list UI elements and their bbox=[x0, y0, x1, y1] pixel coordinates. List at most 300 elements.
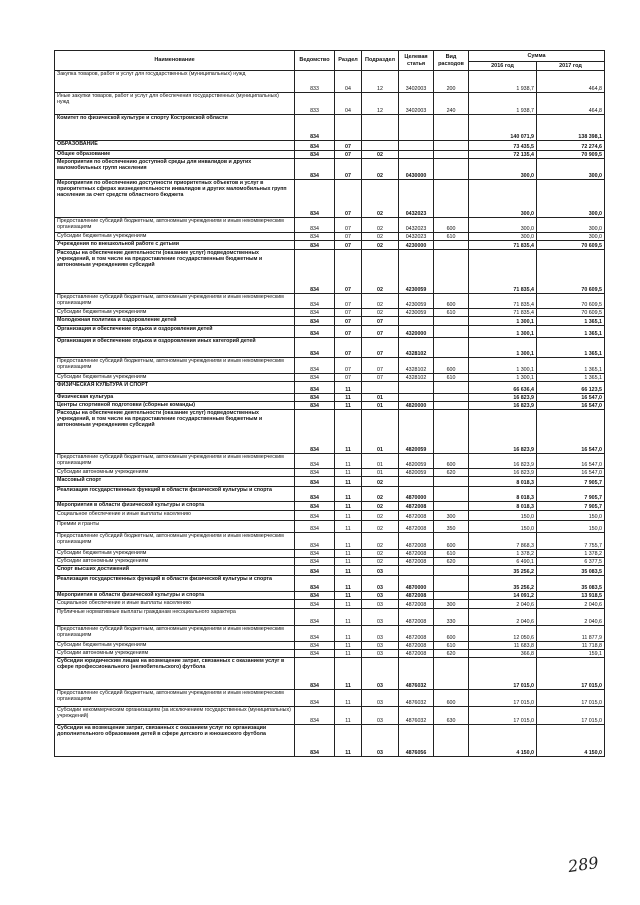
row-razdel: 07 bbox=[335, 338, 362, 358]
row-razdel: 07 bbox=[335, 241, 362, 250]
row-podrazdel: 03 bbox=[362, 690, 399, 707]
row-expense-type bbox=[434, 576, 469, 592]
page-number: 289 bbox=[566, 852, 600, 877]
row-vedomstvo: 834 bbox=[295, 394, 335, 402]
row-expense-type: 610 bbox=[434, 374, 469, 382]
row-sum-2016: 73 435,5 bbox=[469, 141, 537, 151]
row-name: Предоставление субсидий бюджетным, автономным учреждениям и иным некоммерческим организациям bbox=[55, 294, 295, 309]
row-expense-type bbox=[434, 317, 469, 326]
row-podrazdel: 03 bbox=[362, 609, 399, 626]
table-body bbox=[55, 71, 605, 757]
row-target-article: 4872008 bbox=[399, 626, 434, 642]
table-row bbox=[55, 71, 605, 93]
row-razdel: 11 bbox=[335, 707, 362, 725]
row-expense-type: 620 bbox=[434, 469, 469, 477]
row-name: Субсидии автономным учреждениям bbox=[55, 650, 295, 658]
row-vedomstvo: 834 bbox=[295, 533, 335, 550]
row-podrazdel: 02 bbox=[362, 294, 399, 309]
row-expense-type: 630 bbox=[434, 707, 469, 725]
row-podrazdel: 01 bbox=[362, 394, 399, 402]
row-razdel: 07 bbox=[335, 326, 362, 338]
row-vedomstvo: 834 bbox=[295, 233, 335, 241]
row-target-article bbox=[399, 566, 434, 576]
row-target-article bbox=[399, 394, 434, 402]
row-vedomstvo: 834 bbox=[295, 241, 335, 250]
row-name: Иные закупки товаров, работ и услуг для обеспечения государственных (муниципальных) нужд bbox=[55, 93, 295, 115]
row-podrazdel: 03 bbox=[362, 658, 399, 690]
row-sum-2017: 300,0 bbox=[537, 180, 605, 218]
row-expense-type: 620 bbox=[434, 650, 469, 658]
row-razdel: 07 bbox=[335, 151, 362, 159]
table-row bbox=[55, 250, 605, 294]
table-row bbox=[55, 725, 605, 757]
table-row bbox=[55, 410, 605, 454]
row-razdel: 11 bbox=[335, 521, 362, 533]
row-vedomstvo: 834 bbox=[295, 642, 335, 650]
table-row bbox=[55, 454, 605, 469]
row-name: Центры спортивной подготовки (сборные команды) bbox=[55, 402, 295, 410]
row-sum-2016: 1 300,1 bbox=[469, 326, 537, 338]
row-sum-2016: 16 823,9 bbox=[469, 469, 537, 477]
row-sum-2016: 150,0 bbox=[469, 521, 537, 533]
row-sum-2016: 300,0 bbox=[469, 233, 537, 241]
row-target-article: 4328102 bbox=[399, 374, 434, 382]
row-name: Субсидии бюджетным учреждениям bbox=[55, 309, 295, 317]
row-sum-2016: 17 015,0 bbox=[469, 658, 537, 690]
row-razdel: 11 bbox=[335, 609, 362, 626]
row-target-article: 4328102 bbox=[399, 358, 434, 374]
table-row bbox=[55, 218, 605, 233]
row-vedomstvo: 833 bbox=[295, 71, 335, 93]
row-podrazdel: 03 bbox=[362, 600, 399, 609]
row-sum-2017: 300,0 bbox=[537, 159, 605, 180]
row-expense-type: 600 bbox=[434, 626, 469, 642]
row-sum-2017: 16 547,0 bbox=[537, 402, 605, 410]
row-vedomstvo: 834 bbox=[295, 600, 335, 609]
row-sum-2017: 72 274,6 bbox=[537, 141, 605, 151]
table-row bbox=[55, 394, 605, 402]
row-podrazdel: 02 bbox=[362, 309, 399, 317]
row-target-article bbox=[399, 115, 434, 141]
row-expense-type bbox=[434, 151, 469, 159]
row-name: Предоставление субсидий бюджетным, автономным учреждениям и иным некоммерческим организациям bbox=[55, 626, 295, 642]
row-expense-type bbox=[434, 658, 469, 690]
row-name: Организация и обеспечение отдыха и оздоровления иных категорий детей bbox=[55, 338, 295, 358]
row-target-article: 4872008 bbox=[399, 533, 434, 550]
row-sum-2017: 35 083,5 bbox=[537, 566, 605, 576]
row-expense-type: 620 bbox=[434, 558, 469, 566]
row-sum-2017: 1 365,1 bbox=[537, 326, 605, 338]
row-vedomstvo: 834 bbox=[295, 626, 335, 642]
row-sum-2017: 16 547,0 bbox=[537, 469, 605, 477]
row-sum-2016: 17 015,0 bbox=[469, 690, 537, 707]
row-vedomstvo: 834 bbox=[295, 566, 335, 576]
row-sum-2016: 71 835,4 bbox=[469, 309, 537, 317]
row-podrazdel: 02 bbox=[362, 250, 399, 294]
table-row bbox=[55, 609, 605, 626]
row-podrazdel: 03 bbox=[362, 626, 399, 642]
row-expense-type bbox=[434, 410, 469, 454]
row-vedomstvo: 834 bbox=[295, 141, 335, 151]
row-vedomstvo: 834 bbox=[295, 115, 335, 141]
row-target-article: 4872008 bbox=[399, 592, 434, 600]
row-expense-type: 600 bbox=[434, 218, 469, 233]
row-razdel: 04 bbox=[335, 71, 362, 93]
row-sum-2016: 71 835,4 bbox=[469, 250, 537, 294]
row-podrazdel: 02 bbox=[362, 502, 399, 511]
row-target-article bbox=[399, 317, 434, 326]
row-expense-type: 300 bbox=[434, 600, 469, 609]
row-vedomstvo: 833 bbox=[295, 93, 335, 115]
row-name: Предоставление субсидий бюджетным, автономным учреждениям и иным некоммерческим организациям bbox=[55, 218, 295, 233]
row-sum-2017: 300,0 bbox=[537, 233, 605, 241]
header-year-2017: 2017 год bbox=[537, 62, 605, 71]
row-sum-2017: 35 083,5 bbox=[537, 576, 605, 592]
row-sum-2017: 2 040,6 bbox=[537, 600, 605, 609]
row-name: ФИЗИЧЕСКАЯ КУЛЬТУРА И СПОРТ bbox=[55, 382, 295, 394]
row-sum-2016: 140 071,9 bbox=[469, 115, 537, 141]
row-target-article bbox=[399, 382, 434, 394]
row-expense-type bbox=[434, 477, 469, 487]
row-vedomstvo: 834 bbox=[295, 410, 335, 454]
row-razdel: 11 bbox=[335, 402, 362, 410]
row-razdel: 07 bbox=[335, 309, 362, 317]
row-target-article: 0432023 bbox=[399, 180, 434, 218]
row-razdel: 11 bbox=[335, 382, 362, 394]
row-vedomstvo: 834 bbox=[295, 609, 335, 626]
row-name: Субсидии бюджетным учреждениям bbox=[55, 642, 295, 650]
row-target-article: 4872008 bbox=[399, 521, 434, 533]
row-target-article: 4872008 bbox=[399, 502, 434, 511]
table-row bbox=[55, 626, 605, 642]
table-row bbox=[55, 241, 605, 250]
row-razdel bbox=[335, 115, 362, 141]
row-podrazdel: 02 bbox=[362, 558, 399, 566]
row-podrazdel: 07 bbox=[362, 317, 399, 326]
row-target-article: 0430000 bbox=[399, 159, 434, 180]
row-sum-2016: 366,8 bbox=[469, 650, 537, 658]
row-podrazdel: 02 bbox=[362, 159, 399, 180]
row-razdel: 11 bbox=[335, 658, 362, 690]
row-sum-2017: 17 015,0 bbox=[537, 658, 605, 690]
row-sum-2017: 159,1 bbox=[537, 650, 605, 658]
row-podrazdel: 03 bbox=[362, 642, 399, 650]
header-target-article: Целевая статья bbox=[399, 51, 434, 71]
row-expense-type bbox=[434, 141, 469, 151]
row-sum-2016: 16 823,9 bbox=[469, 454, 537, 469]
row-expense-type: 600 bbox=[434, 533, 469, 550]
row-vedomstvo: 834 bbox=[295, 338, 335, 358]
row-sum-2016: 14 091,2 bbox=[469, 592, 537, 600]
row-sum-2017: 1 378,2 bbox=[537, 550, 605, 558]
row-vedomstvo: 834 bbox=[295, 402, 335, 410]
row-expense-type: 600 bbox=[434, 454, 469, 469]
row-name: Социальное обеспечение и иные выплаты населению bbox=[55, 600, 295, 609]
row-podrazdel: 03 bbox=[362, 707, 399, 725]
row-sum-2017: 4 150,0 bbox=[537, 725, 605, 757]
table-row bbox=[55, 358, 605, 374]
row-razdel: 11 bbox=[335, 410, 362, 454]
row-name: ОБРАЗОВАНИЕ bbox=[55, 141, 295, 151]
row-sum-2016: 16 823,9 bbox=[469, 402, 537, 410]
row-target-article: 4870000 bbox=[399, 487, 434, 502]
table-row bbox=[55, 576, 605, 592]
row-expense-type: 200 bbox=[434, 71, 469, 93]
row-name: Предоставление субсидий бюджетным, автономным учреждениям и иным некоммерческим организациям bbox=[55, 454, 295, 469]
row-razdel: 11 bbox=[335, 592, 362, 600]
row-sum-2017: 11 877,9 bbox=[537, 626, 605, 642]
row-expense-type bbox=[434, 338, 469, 358]
row-expense-type bbox=[434, 725, 469, 757]
row-vedomstvo: 834 bbox=[295, 592, 335, 600]
row-sum-2016: 66 636,4 bbox=[469, 382, 537, 394]
row-expense-type bbox=[434, 402, 469, 410]
row-razdel: 11 bbox=[335, 566, 362, 576]
row-vedomstvo: 834 bbox=[295, 159, 335, 180]
row-podrazdel: 03 bbox=[362, 650, 399, 658]
row-target-article: 4876032 bbox=[399, 707, 434, 725]
row-razdel: 11 bbox=[335, 487, 362, 502]
row-vedomstvo: 834 bbox=[295, 707, 335, 725]
row-podrazdel: 01 bbox=[362, 402, 399, 410]
row-sum-2016: 2 040,6 bbox=[469, 609, 537, 626]
row-name: Закупка товаров, работ и услуг для государственных (муниципальных) нужд bbox=[55, 71, 295, 93]
header-year-2016: 2016 год bbox=[469, 62, 537, 71]
row-podrazdel: 02 bbox=[362, 180, 399, 218]
row-vedomstvo: 834 bbox=[295, 725, 335, 757]
row-target-article: 4320000 bbox=[399, 326, 434, 338]
table-row bbox=[55, 382, 605, 394]
row-expense-type bbox=[434, 487, 469, 502]
row-sum-2017: 16 547,0 bbox=[537, 410, 605, 454]
row-expense-type bbox=[434, 382, 469, 394]
row-podrazdel: 02 bbox=[362, 550, 399, 558]
row-sum-2016: 6 490,1 bbox=[469, 558, 537, 566]
row-sum-2017: 1 365,1 bbox=[537, 358, 605, 374]
row-vedomstvo: 834 bbox=[295, 576, 335, 592]
row-expense-type: 600 bbox=[434, 294, 469, 309]
header-expense-type: Вид расходов bbox=[434, 51, 469, 71]
row-expense-type: 600 bbox=[434, 358, 469, 374]
row-target-article: 4872008 bbox=[399, 600, 434, 609]
table-row bbox=[55, 317, 605, 326]
row-target-article: 4820000 bbox=[399, 402, 434, 410]
row-razdel: 07 bbox=[335, 317, 362, 326]
row-podrazdel: 02 bbox=[362, 487, 399, 502]
row-sum-2017: 300,0 bbox=[537, 218, 605, 233]
row-target-article: 0432023 bbox=[399, 218, 434, 233]
table-row bbox=[55, 159, 605, 180]
row-razdel: 07 bbox=[335, 218, 362, 233]
row-expense-type: 300 bbox=[434, 511, 469, 521]
row-name: Расходы на обеспечение деятельности (оказание услуг) подведомственных учреждений, в том числе на предоставление государственным бюджетным и автономным учреждениям субсидий bbox=[55, 410, 295, 454]
row-razdel: 11 bbox=[335, 454, 362, 469]
row-podrazdel bbox=[362, 141, 399, 151]
row-razdel: 07 bbox=[335, 250, 362, 294]
row-sum-2017: 66 123,5 bbox=[537, 382, 605, 394]
row-razdel: 11 bbox=[335, 650, 362, 658]
row-sum-2017: 464,8 bbox=[537, 93, 605, 115]
row-target-article: 3402003 bbox=[399, 71, 434, 93]
row-name: Мероприятия в области физической культуры и спорта bbox=[55, 502, 295, 511]
table-row bbox=[55, 233, 605, 241]
table-row bbox=[55, 707, 605, 725]
row-sum-2017: 17 015,0 bbox=[537, 707, 605, 725]
row-name: Массовый спорт bbox=[55, 477, 295, 487]
row-podrazdel: 03 bbox=[362, 576, 399, 592]
row-podrazdel: 07 bbox=[362, 358, 399, 374]
table-row bbox=[55, 487, 605, 502]
row-sum-2017: 7 905,7 bbox=[537, 477, 605, 487]
row-sum-2016: 35 256,2 bbox=[469, 566, 537, 576]
row-vedomstvo: 834 bbox=[295, 658, 335, 690]
row-expense-type bbox=[434, 115, 469, 141]
row-vedomstvo: 834 bbox=[295, 309, 335, 317]
row-sum-2016: 8 018,3 bbox=[469, 487, 537, 502]
row-razdel: 11 bbox=[335, 469, 362, 477]
row-name: Комитет по физической культуре и спорту Костромской области bbox=[55, 115, 295, 141]
row-target-article: 4230000 bbox=[399, 241, 434, 250]
row-podrazdel: 07 bbox=[362, 338, 399, 358]
row-target-article: 4230059 bbox=[399, 250, 434, 294]
row-expense-type: 610 bbox=[434, 550, 469, 558]
table-row bbox=[55, 151, 605, 159]
row-sum-2016: 1 300,1 bbox=[469, 338, 537, 358]
row-sum-2017: 2 040,6 bbox=[537, 609, 605, 626]
row-sum-2016: 1 300,1 bbox=[469, 317, 537, 326]
row-target-article: 4820059 bbox=[399, 410, 434, 454]
row-target-article: 4230059 bbox=[399, 309, 434, 317]
row-name: Реализация государственных функций в области физической культуры и спорта bbox=[55, 487, 295, 502]
row-vedomstvo: 834 bbox=[295, 511, 335, 521]
row-sum-2016: 11 683,8 bbox=[469, 642, 537, 650]
row-name: Субсидии некоммерческим организациям (за исключением государственных (муниципальных) учреждений) bbox=[55, 707, 295, 725]
row-podrazdel: 02 bbox=[362, 533, 399, 550]
row-sum-2016: 8 018,3 bbox=[469, 477, 537, 487]
row-expense-type bbox=[434, 250, 469, 294]
row-podrazdel: 03 bbox=[362, 566, 399, 576]
row-target-article bbox=[399, 151, 434, 159]
row-expense-type: 610 bbox=[434, 642, 469, 650]
row-podrazdel bbox=[362, 382, 399, 394]
row-sum-2017: 138 398,1 bbox=[537, 115, 605, 141]
row-sum-2017: 70 909,5 bbox=[537, 151, 605, 159]
row-podrazdel: 03 bbox=[362, 592, 399, 600]
row-sum-2017: 11 718,8 bbox=[537, 642, 605, 650]
row-vedomstvo: 834 bbox=[295, 690, 335, 707]
header-razdel: Раздел bbox=[335, 51, 362, 71]
row-vedomstvo: 834 bbox=[295, 469, 335, 477]
row-razdel: 11 bbox=[335, 626, 362, 642]
row-podrazdel: 02 bbox=[362, 477, 399, 487]
row-podrazdel: 02 bbox=[362, 241, 399, 250]
row-name: Мероприятия в области физической культуры и спорта bbox=[55, 592, 295, 600]
table-row bbox=[55, 477, 605, 487]
row-sum-2016: 71 835,4 bbox=[469, 241, 537, 250]
row-vedomstvo: 834 bbox=[295, 317, 335, 326]
row-name: Мероприятия по обеспечению доступной среды для инвалидов и других маломобильных групп населения bbox=[55, 159, 295, 180]
table-row bbox=[55, 141, 605, 151]
row-razdel: 11 bbox=[335, 550, 362, 558]
table-row bbox=[55, 592, 605, 600]
row-sum-2016: 300,0 bbox=[469, 159, 537, 180]
row-razdel: 07 bbox=[335, 233, 362, 241]
row-vedomstvo: 834 bbox=[295, 650, 335, 658]
row-expense-type bbox=[434, 241, 469, 250]
table-row bbox=[55, 558, 605, 566]
table-row bbox=[55, 402, 605, 410]
row-name: Предоставление субсидий бюджетным, автономным учреждениям и иным некоммерческим организациям bbox=[55, 358, 295, 374]
row-target-article: 4876056 bbox=[399, 725, 434, 757]
header-name: Наименование bbox=[55, 51, 295, 71]
row-name: Субсидии автономным учреждениям bbox=[55, 558, 295, 566]
row-sum-2016: 16 823,9 bbox=[469, 410, 537, 454]
table-row bbox=[55, 566, 605, 576]
table-row bbox=[55, 294, 605, 309]
row-name: Мероприятия по обеспечению доступности приоритетных объектов и услуг в приоритетных сферах жизнедеятельности инвалидов и других маломобильных групп населения за счет средств областного бюджета bbox=[55, 180, 295, 218]
header-podrazdel: Подраздел bbox=[362, 51, 399, 71]
row-podrazdel: 02 bbox=[362, 218, 399, 233]
row-name: Субсидии бюджетным учреждениям bbox=[55, 550, 295, 558]
row-target-article: 4328102 bbox=[399, 338, 434, 358]
row-expense-type: 600 bbox=[434, 690, 469, 707]
row-sum-2016: 7 868,3 bbox=[469, 533, 537, 550]
row-sum-2017: 7 905,7 bbox=[537, 487, 605, 502]
row-razdel: 11 bbox=[335, 394, 362, 402]
header-sum: Сумма bbox=[469, 51, 605, 62]
table-row bbox=[55, 511, 605, 521]
row-razdel: 11 bbox=[335, 642, 362, 650]
row-sum-2016: 2 040,6 bbox=[469, 600, 537, 609]
row-sum-2017: 70 609,5 bbox=[537, 250, 605, 294]
row-expense-type bbox=[434, 566, 469, 576]
row-name: Субсидии юридическим лицам на возмещение затрат, связанных с оказанием услуг в сфере профессионального (нелюбительского) футбола bbox=[55, 658, 295, 690]
row-name: Предоставление субсидий бюджетным, автономным учреждениям и иным некоммерческим организациям bbox=[55, 690, 295, 707]
row-target-article: 4876032 bbox=[399, 658, 434, 690]
row-expense-type: 350 bbox=[434, 521, 469, 533]
row-sum-2017: 13 918,5 bbox=[537, 592, 605, 600]
row-sum-2016: 300,0 bbox=[469, 218, 537, 233]
row-razdel: 11 bbox=[335, 690, 362, 707]
table-row bbox=[55, 115, 605, 141]
row-name: Субсидии автономным учреждениям bbox=[55, 469, 295, 477]
table-row bbox=[55, 326, 605, 338]
row-sum-2016: 1 300,1 bbox=[469, 374, 537, 382]
table-row bbox=[55, 600, 605, 609]
row-sum-2017: 17 015,0 bbox=[537, 690, 605, 707]
row-vedomstvo: 834 bbox=[295, 382, 335, 394]
table-row bbox=[55, 642, 605, 650]
row-expense-type: 610 bbox=[434, 233, 469, 241]
row-sum-2016: 1 938,7 bbox=[469, 71, 537, 93]
row-target-article: 4872008 bbox=[399, 558, 434, 566]
row-razdel: 04 bbox=[335, 93, 362, 115]
table-row bbox=[55, 521, 605, 533]
row-name: Общее образование bbox=[55, 151, 295, 159]
row-sum-2016: 8 018,3 bbox=[469, 502, 537, 511]
budget-table bbox=[54, 50, 605, 757]
row-expense-type bbox=[434, 180, 469, 218]
row-expense-type bbox=[434, 159, 469, 180]
row-sum-2017: 1 365,1 bbox=[537, 338, 605, 358]
row-name: Физическая культура bbox=[55, 394, 295, 402]
row-name: Премии и гранты bbox=[55, 521, 295, 533]
row-razdel: 07 bbox=[335, 358, 362, 374]
row-name: Субсидии бюджетным учреждениям bbox=[55, 374, 295, 382]
row-sum-2017: 16 547,0 bbox=[537, 394, 605, 402]
table-row bbox=[55, 533, 605, 550]
row-razdel: 07 bbox=[335, 180, 362, 218]
